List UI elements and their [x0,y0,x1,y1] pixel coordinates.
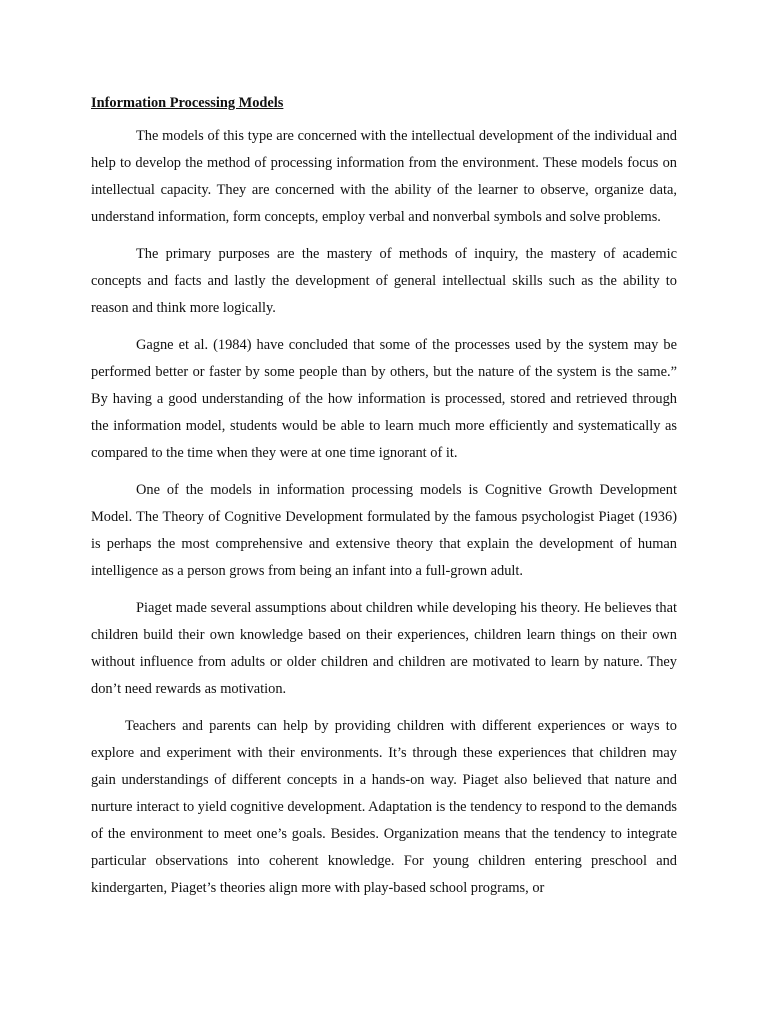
document-title: Information Processing Models [91,95,284,111]
paragraph-1: The models of this type are concerned with the intellectual development of the individual and help to develop the method of processing information from the environment. These models focus on intellectual capacity. They are concerned with the ability of the learner to observe, organize data, understand information, form concepts, employ verbal and nonverbal symbols and solve problems. [91,128,677,225]
document-body [91,93,677,912]
paragraph-3: Gagne et al. (1984) have concluded that some of the processes used by the system may be performed better or faster by some people than by others, but the nature of the system is the same.” By having a good understanding of the how information is processed, stored and retrieved through the information model, students would be able to learn much more efficiently and systematically as compared to the time when they were at one time ignorant of it. [91,337,677,461]
paragraph-6: Teachers and parents can help by providing children with different experiences or ways to explore and experiment with their environments. It’s through these experiences that children may gain understandings of different concepts in a hands-on way. Piaget also believed that nature and nurture interact to yield cognitive development. Adaptation is the tendency to respond to the demands of the environment to meet one’s goals. Besides. Organization means that the tendency to integrate particular observations into coherent knowledge. For young children entering preschool and kindergarten, Piaget’s theories align more with play-based school programs, or [91,718,677,896]
paragraph-2: The primary purposes are the mastery of methods of inquiry, the mastery of academic concepts and facts and lastly the development of general intellectual skills such as the ability to reason and think more logically. [91,246,677,316]
paragraph-4: One of the models in information processing models is Cognitive Growth Development Model. The Theory of Cognitive Development formulated by the famous psychologist Piaget (1936) is perhaps the most comprehensive and extensive theory that explain the development of human intelligence as a person grows from being an infant into a full-grown adult. [91,482,677,579]
paragraph-5: Piaget made several assumptions about children while developing his theory. He believes that children build their own knowledge based on their experiences, children learn things on their own without influence from adults or older children and children are motivated to learn by nature. They don’t need rewards as motivation. [91,600,677,697]
